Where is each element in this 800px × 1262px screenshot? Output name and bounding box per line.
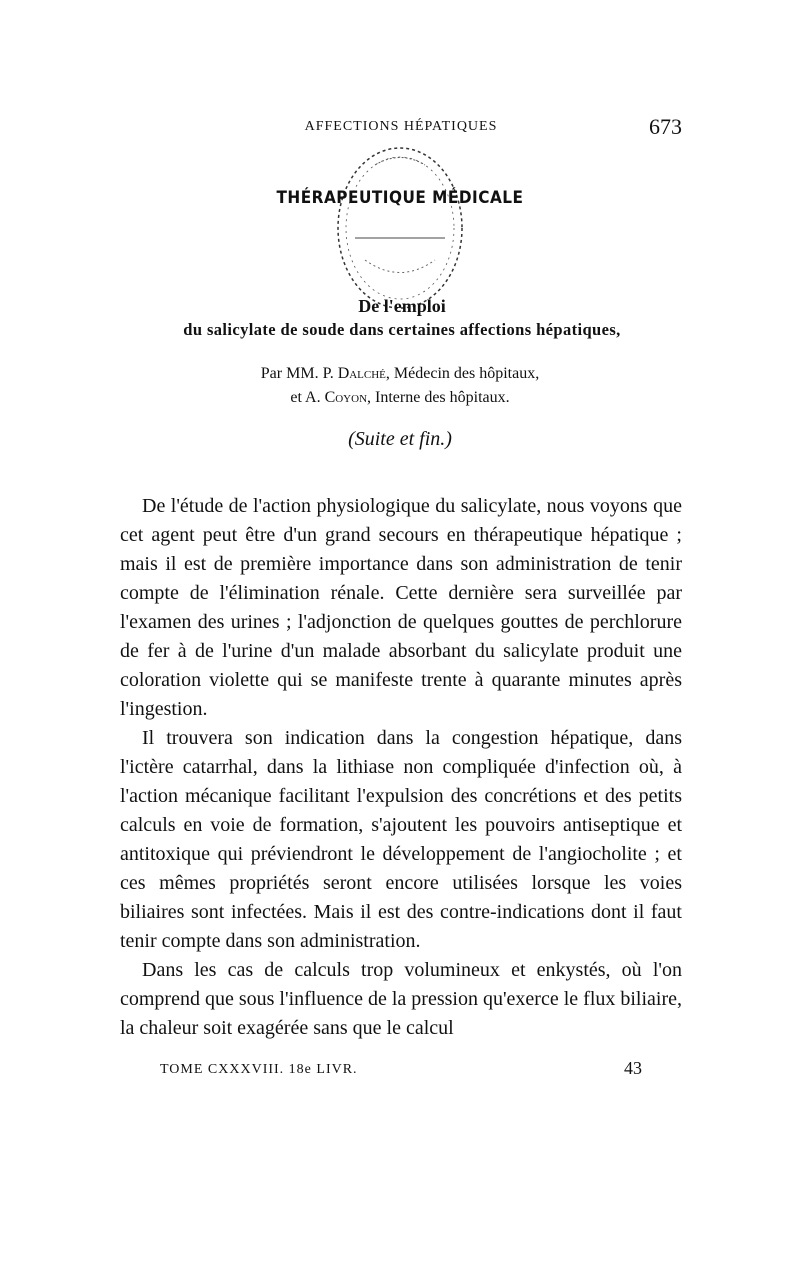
byline-line-2 xyxy=(150,386,650,410)
body-paragraph: Il trouvera son indication dans la congestion hépatique, dans l'ictère catarrhal, dans la lithiase non compliquée d'infection où, à l'action mécanique facilitant l'expulsion des concrétions et des petits calculs en voie de formation, s'ajoutent les pouvoirs antiseptique et antitoxique qui préviendront le développement de l'angiocholite ; et ces mêmes propriétés seront encore utilisées lorsque les voies biliaires sont infectées. Mais il est des contre-indications dont il faut tenir compte dans son administration. xyxy=(120,727,682,952)
continuation-note: (Suite et fin.) xyxy=(348,428,452,450)
byline-prefix-1: Par MM. P. xyxy=(260,365,334,382)
article-title xyxy=(122,294,682,342)
page-footer xyxy=(120,1058,682,1084)
byline-line-1 xyxy=(150,362,650,386)
author-2-role: , Interne des hôpitaux. xyxy=(367,389,510,406)
article-pre-title: De l'emploi xyxy=(358,296,446,316)
library-stamp xyxy=(276,140,524,315)
signature-mark: TOME CXXXVIII. 18e LIVR. xyxy=(160,1062,358,1077)
author-1-name: Dalché xyxy=(337,365,386,382)
author-2-name: Coyon xyxy=(324,389,368,406)
library-stamp-icon xyxy=(325,140,475,315)
running-head-title: AFFECTIONS HÉPATIQUES xyxy=(304,119,498,134)
stamp-heading: THÉRAPEUTIQUE MÉDICALE xyxy=(276,188,524,208)
byline-prefix-2: et A. xyxy=(290,389,321,406)
running-head xyxy=(120,116,682,140)
author-1-role: , Médecin des hôpitaux, xyxy=(385,365,540,382)
article-main-title: du salicylate de soude dans certaines affections hépatiques, xyxy=(183,320,621,339)
page-number: 673 xyxy=(649,114,682,139)
byline xyxy=(150,362,650,410)
body-paragraph: De l'étude de l'action physiologique du salicylate, nous voyons que cet agent peut être d'un grand secours en thérapeutique hépatique ; mais il est de première importance dans son administration de tenir compte de l'élimination rénale. Cette dernière sera surveillée par l'examen des urines ; l'adjonction de quelques gouttes de perchlorure de fer à de l'urine d'un malade absorbant du salicylate produit une coloration violette qui se manifeste trente à quarante minutes après l'ingestion. xyxy=(120,495,682,720)
signature-number: 43 xyxy=(624,1058,642,1078)
body-paragraph: Dans les cas de calculs trop volumineux et enkystés, où l'on comprend que sous l'influence de la pression qu'exerce le flux biliaire, la chaleur soit exagérée sans que le calcul xyxy=(120,959,683,1039)
article-body xyxy=(120,492,682,1043)
